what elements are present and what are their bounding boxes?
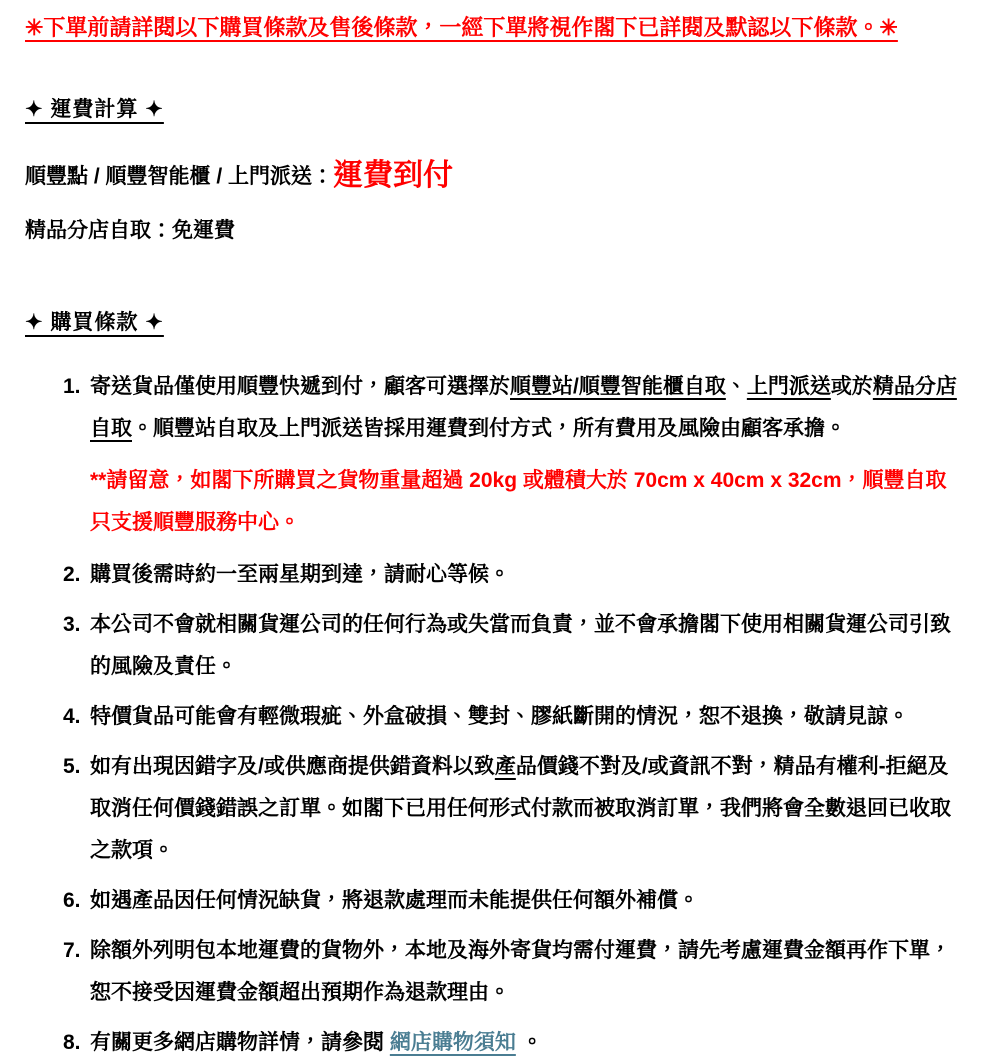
term-number: 3. (63, 612, 81, 636)
term-body (90, 1022, 961, 1064)
term-text-segment: 特價貨品可能會有輕微瑕疵、外盒破損、雙封、膠紙斷開的情況，恕不退換，敬請見諒。 (90, 704, 909, 728)
purchase-terms-heading: ✦ 購買條款 ✦ (25, 310, 164, 334)
pre-order-notice: ✳︎下單前請詳閱以下購買條款及售後條款，一經下單將視作閣下已詳閱及默認以下條款。✳︎ (25, 15, 898, 40)
term-text-segment: 除額外列明包本地運費的貨物外，本地及海外寄貨均需付運費，請先考慮運費金額再作下單，恕不接受因運費金額超出預期作為退款理由。 (90, 938, 951, 1004)
term-body (90, 880, 961, 922)
term-number: 4. (63, 704, 81, 728)
term-text-segment: 有關更多網店購物詳情，請參閱 (90, 1030, 390, 1054)
term-item (25, 366, 961, 546)
term-item (25, 746, 961, 872)
term-text (90, 696, 961, 738)
term-text-segment: 。順豐站自取及上門派送皆採用運費到付方式，所有費用及風險由顧客承擔。 (132, 416, 846, 440)
term-item (25, 604, 961, 688)
term-text (90, 1022, 961, 1064)
term-number: 8. (63, 1030, 81, 1054)
underlined-term-text: 產 (494, 754, 516, 778)
shipping-fee-heading: ✦ 運費計算 ✦ (25, 97, 164, 121)
term-text (90, 366, 961, 450)
term-text (90, 554, 961, 596)
sf-weight-size-limit-note: **請留意，如閣下所購買之貨物重量超過 20kg 或體積大於 70cm x 40cm x 32cm，順豐自取只支援順豐服務中心。 (90, 468, 947, 534)
underlined-term-text: 順豐站/順豐智能櫃自取 (510, 374, 726, 398)
term-body (90, 930, 961, 1014)
store-pickup-line: 精品分店自取：免運費 (25, 218, 235, 242)
term-text (90, 880, 961, 922)
shipping-methods-line (25, 155, 961, 197)
shipping-fee-heading-row (25, 93, 961, 123)
term-text-segment: 如遇產品因任何情況缺貨，將退款處理而未能提供任何額外補償。 (90, 888, 699, 912)
term-item (25, 880, 961, 922)
term-number: 7. (63, 938, 81, 962)
term-text-segment: 、 (725, 374, 747, 398)
store-shopping-guide-link[interactable]: 網店購物須知 (389, 1030, 516, 1054)
term-number: 6. (63, 888, 81, 912)
term-number: 1. (63, 374, 81, 398)
terms-list (25, 366, 961, 1064)
shipping-methods-label: 順豐點 / 順豐智能櫃 / 上門派送： (25, 164, 334, 188)
term-text (90, 746, 961, 872)
underlined-term-text: 上門派送 (746, 374, 831, 398)
term-text-segment: 購買後需時約一至兩星期到達，請耐心等候。 (90, 562, 510, 586)
term-item (25, 930, 961, 1014)
term-text (90, 930, 961, 1014)
term-body (90, 746, 961, 872)
term-item (25, 1022, 961, 1064)
term-number: 5. (63, 754, 81, 778)
term-text-segment: 寄送貨品僅使用順豐快遞到付，顧客可選擇於 (90, 374, 510, 398)
term-text-segment: 。 (515, 1030, 543, 1054)
term-body (90, 696, 961, 738)
freight-collect-value: 運費到付 (333, 158, 454, 192)
underlined-term-text: 精品分店自取 (90, 374, 957, 440)
term-body (90, 554, 961, 596)
term-text-segment: 本公司不會就相關貨運公司的任何行為或失當而負責，並不會承擔閣下使用相關貨運公司引致的風險及責任。 (90, 612, 951, 678)
term-text-segment: 如有出現因錯字及/或供應商提供錯資料以致 (90, 754, 495, 778)
term-text-segment: 或於 (830, 374, 873, 398)
term-number: 2. (63, 562, 81, 586)
term-text-segment: 品價錢不對及/或資訊不對，精品有權利-拒絕及取消任何價錢錯誤之訂單。如閣下已用任何形式付款而被取消訂單，我們將會全數退回已收取之款項。 (90, 754, 951, 862)
term-text (90, 604, 961, 688)
term-item (25, 554, 961, 596)
term-item (25, 696, 961, 738)
term-body (90, 604, 961, 688)
purchase-terms-heading-row (25, 306, 961, 336)
term-body (90, 366, 961, 546)
